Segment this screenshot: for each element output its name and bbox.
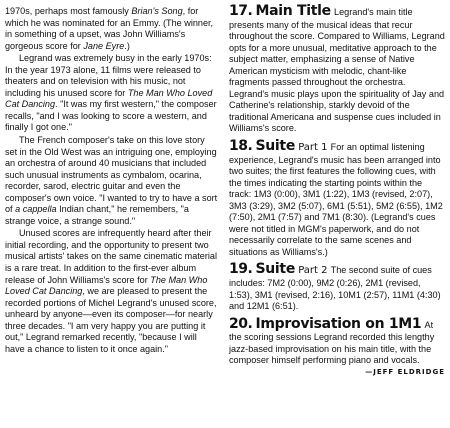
paragraph-3: The French composer's take on this love story set in the Old West was an intriguing one, employing an orchestra of around 40 musicians that included such unusual instruments as cymbalom, ocarina, recorder, sarod, electric guitar and even the composer's own voice. "I wanted to try to have a sort of a cappella Indian chant," he remembers, "a strange voice, a strange sound." [5, 135, 218, 226]
track-description: Legrand's main title presents many of the musical ideas that recur throughout the score. Compared to Williams, Legrand opts for a more unusual, meditative approach to the subject matter, emphasizing a sense of Native American mysticism with melodic, chant-like fragments passed throughout the orchestra. Legrand's music plays upon the spirituality of Jay and Catherine's relationship, starkly devoid of the traditional Americana and suspense cues included in Williams's score. [229, 7, 445, 134]
track-number: 19. [229, 261, 253, 278]
paragraph-2: Legrand was extremely busy in the early 1970s: In the year 1973 alone, 11 films were released to theaters and on television with his music, not including his unused score for The Man Who Loved Cat Dancing. "It was my first western," the composer recalls, "and I was looking to score a western, and finally I got one." [5, 53, 217, 133]
paragraph-1: 1970s, perhaps most famously Brian's Song, for which he was nominated for an Emmy. (The winner, in something of a upset, was John Williams's gorgeous score for Jane Eyre.) [5, 6, 214, 51]
track-19-section [229, 261, 445, 312]
track-title: Suite [255, 138, 296, 155]
track-18-section [229, 138, 445, 258]
track-description: At the scoring sessions Legrand recorded this lengthy jazz-based improvisation on his main title, with the composer himself performing piano and vocals. [229, 319, 435, 366]
track-title: Improvisation on 1M1 [255, 315, 422, 332]
track-number: 18. [229, 138, 253, 155]
track-title: Suite [255, 261, 296, 278]
paragraph-4: Unused scores are infrequently heard after their initial recording, and the opportunity to present two musical artists' takes on the same cinematic material is a rare treat. In addition to the first-ever album release of John Williams's score for The Man Who Loved Cat Dancing, we are pleased to present the recorded portions of Michel Legrand's unused score, unheard by anyone—even its composer—for nearly three decades. "I am very happy you are putting it out," Legrand remarked recently, "because I will have a chance to listen to it once again." [5, 228, 217, 354]
track-description: For an optimal listening experience, Legrand's music has been arranged into two suites; the first features the following cues, with the times indicating the starting points within the track: 1M3 (0:00), 3M1 (1:22), 1M3 (revised, 2:07), 3M3 (3:29), 3M2 (5:07), 6M1 (5:51), 5M2 (6:55), 1M2 (7:50), 2M1 (7:57) and 7M1 (8:30). (Legrand's cues were not titled in MGM's paperwork, and do not necessarily correlate to the same scenes and situations as Williams's.) [229, 142, 443, 257]
track-number: 17. [229, 3, 253, 19]
left-column [5, 6, 218, 355]
track-19-heading [229, 261, 331, 278]
track-17-section [229, 3, 445, 135]
track-20-section [229, 315, 445, 367]
author-byline: —JEFF ELDRIDGE [365, 367, 445, 376]
right-column [229, 3, 445, 378]
track-description: The second suite of cues includes: 7M2 (0:00), 9M2 (0:26), 2M1 (revised, 1:53), 3M1 (revised, 2:16), 10M1 (2:57), 11M1 (4:30) and 12M1 (6:51). [229, 265, 441, 312]
track-number: 20. [229, 315, 253, 332]
track-18-heading [229, 138, 331, 155]
track-subtitle: Part 2 [298, 265, 328, 277]
track-subtitle: Part 1 [298, 142, 328, 154]
track-title: Main Title [255, 3, 331, 19]
track-20-heading [229, 315, 425, 332]
track-17-heading [229, 3, 334, 19]
